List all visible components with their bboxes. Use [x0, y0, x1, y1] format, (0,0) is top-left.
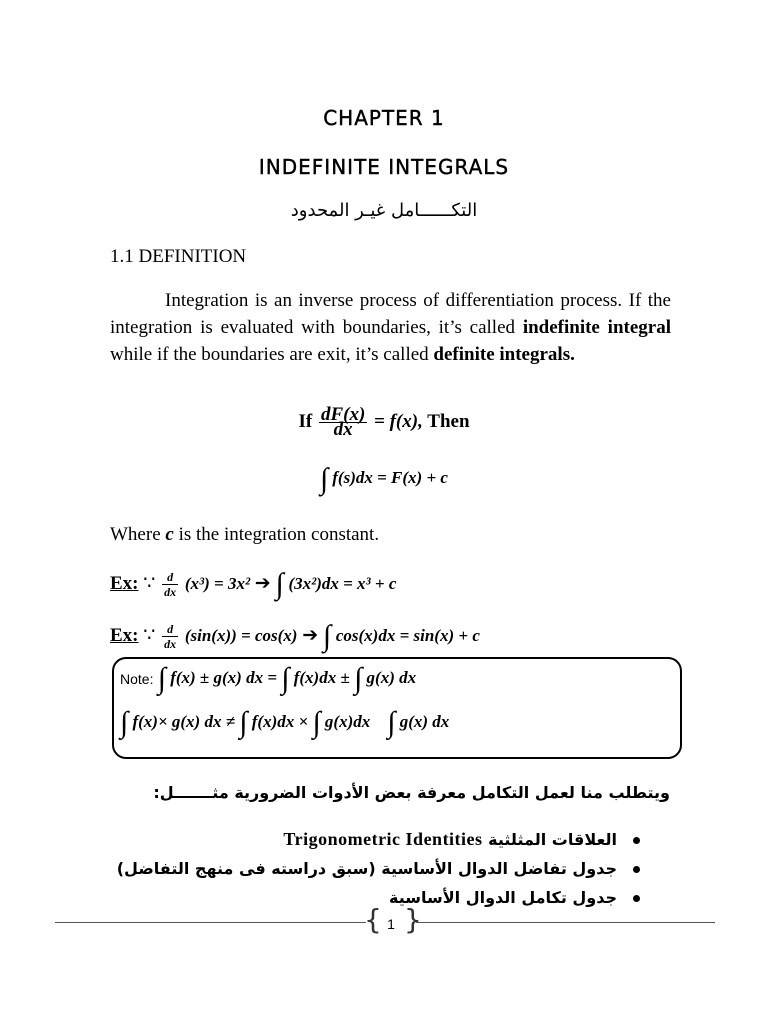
bullet-icon: [633, 895, 640, 902]
fraction-denominator: dx: [164, 637, 177, 651]
integral-sign-icon: ∫: [322, 619, 332, 653]
right-brace-icon: }: [404, 903, 422, 936]
bullet-list: [110, 825, 640, 912]
example-label: Ex:: [110, 572, 139, 594]
bullet-icon: [633, 866, 640, 873]
example-label: Ex:: [110, 624, 139, 646]
note-line-1-a: f(x) ± g(x) dx =: [170, 668, 278, 687]
bullet-arabic: العلاقات المثلثية: [488, 830, 617, 849]
arabic-chapter-title: التكــــــامل غيـر المحدود: [290, 200, 478, 221]
integral-sign-icon: ∫: [387, 706, 396, 740]
arrow-icon: ➔: [302, 624, 319, 646]
note-line-2-a: f(x)× g(x) dx ≠: [132, 712, 236, 731]
note-line-2: [120, 706, 450, 740]
list-item: [110, 825, 640, 854]
example-rhs: (3x²)dx = x³ + c: [288, 573, 397, 593]
integral-definition: [0, 462, 768, 496]
bullet-icon: [633, 837, 640, 844]
integral-sign-icon: ∫: [120, 706, 129, 740]
section-heading: 1.1 DEFINITION: [110, 246, 247, 267]
paragraph-text-1: Integration is an inverse process of differentiation process. If the integration is evaluated with boundaries, it’s called: [110, 290, 671, 338]
then-word: Then: [427, 410, 470, 432]
integral-sign-icon: ∫: [157, 662, 166, 696]
integral-definition-text: f(s)dx = F(x) + c: [332, 468, 448, 487]
where-pre: Where: [110, 524, 166, 545]
note-line-1-b: f(x)dx ±: [293, 668, 350, 687]
fraction-numerator: d: [162, 570, 178, 585]
where-sentence: [110, 524, 379, 546]
because-symbol: ∵: [143, 624, 156, 646]
chapter-title: INDEFINITE INTEGRALS: [258, 155, 510, 179]
note-line-2-d: g(x) dx: [399, 712, 450, 731]
note-line-1-c: g(x) dx: [366, 668, 417, 687]
integral-sign-icon: ∫: [275, 567, 284, 601]
integral-sign-icon: ∫: [281, 662, 290, 696]
fraction-numerator: dF(x): [320, 404, 366, 425]
paragraph-bold-1: indefinite integral: [522, 317, 671, 338]
fraction-denominator: dx: [333, 419, 353, 440]
definition-paragraph: [110, 287, 671, 368]
derivative-equation: [0, 404, 768, 440]
note-line-2-c: g(x)dx: [324, 712, 371, 731]
bullet-arabic: جدول تكامل الدوال الأساسية: [389, 888, 617, 907]
list-item: [110, 854, 640, 883]
chapter-heading: CHAPTER 1: [323, 106, 445, 130]
integral-sign-icon: ∫: [320, 462, 329, 496]
because-symbol: ∵: [143, 572, 156, 594]
bullet-arabic: جدول تفاضل الدوال الأساسية (سبق دراسته فى منهج التفاضل): [116, 859, 617, 878]
paragraph-bold-2: definite integrals.: [433, 344, 575, 365]
arabic-intro: ويتطلب منا لعمل التكامل معرفة بعض الأدوات الضرورية مثـــــــل:: [153, 783, 670, 802]
example-2: [110, 619, 480, 653]
note-line-1: [120, 662, 417, 696]
page-number: 1: [387, 916, 395, 932]
example-rhs: cos(x)dx = sin(x) + c: [335, 625, 480, 645]
note-label: Note:: [120, 671, 154, 688]
example-fraction: [162, 570, 178, 599]
bullet-english: Trigonometric Identities: [283, 829, 483, 849]
integral-sign-icon: ∫: [312, 706, 321, 740]
if-word: If: [298, 410, 313, 432]
fraction-denominator: dx: [164, 585, 177, 599]
note-line-2-b: f(x)dx ×: [251, 712, 309, 731]
example-lhs: (x³) = 3x²: [184, 573, 251, 593]
integral-sign-icon: ∫: [239, 706, 248, 740]
fraction-numerator: d: [162, 622, 178, 637]
example-fraction: [162, 622, 178, 651]
derivative-fraction: [319, 404, 367, 440]
where-post: is the integration constant.: [173, 524, 380, 545]
left-brace-icon: {: [364, 903, 382, 936]
paragraph-text-2: while if the boundaries are exit, it’s called: [110, 344, 434, 365]
example-lhs: (sin(x)) = cos(x): [184, 625, 298, 645]
constant-symbol: c: [165, 524, 174, 545]
derivative-rhs: = f(x),: [374, 410, 423, 432]
arrow-icon: ➔: [254, 572, 271, 594]
integral-sign-icon: ∫: [354, 662, 363, 696]
example-1: [110, 567, 397, 601]
